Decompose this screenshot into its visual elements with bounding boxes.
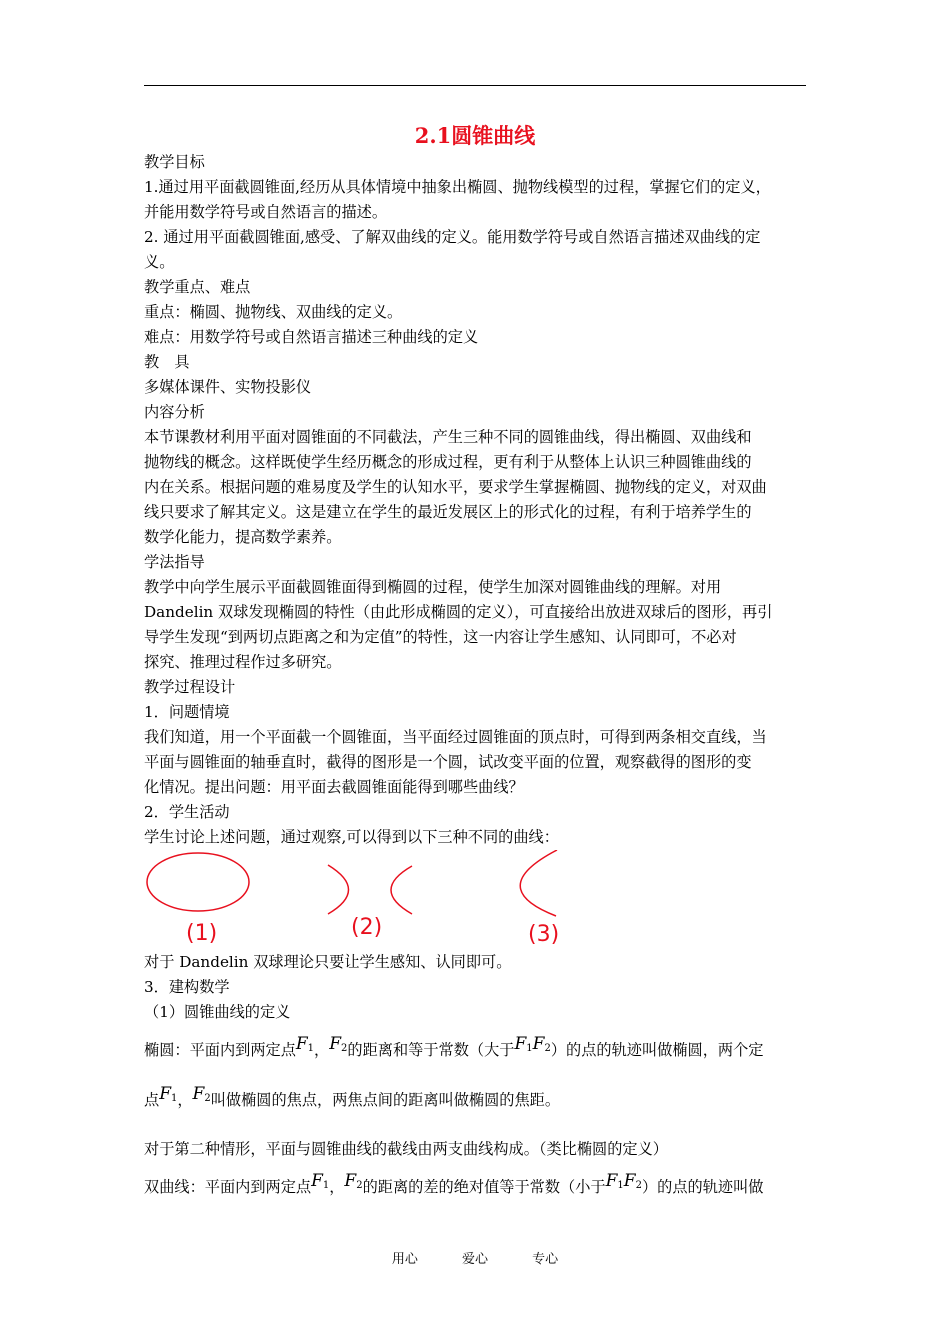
- text-line: 并能用数学符号或自然语言的描述。: [144, 203, 387, 221]
- conic-curves-figure: [144, 850, 814, 950]
- text-line: 学法指导: [144, 553, 205, 571]
- paragraph-block-1: [144, 150, 814, 850]
- text-line: 义。: [144, 253, 175, 271]
- text-line: 对于 Dandelin 双球理论只要让学生感知、认同即可。: [144, 953, 512, 971]
- text-line: 导学生发现“到两切点距离之和为定值”的特性，这一内容让学生感知、认同即可，不必对: [144, 628, 737, 646]
- curve-1-label: (1): [186, 921, 218, 946]
- text-line: 数学化能力，提高数学素养。: [144, 528, 342, 546]
- text-line: 抛物线的概念。这样既使学生经历概念的形成过程，更有利于从整体上认识三种圆锥曲线的: [144, 453, 752, 471]
- text-run: 的距离和等于常数（大于: [347, 1041, 515, 1059]
- curve-2-label: (2): [351, 915, 383, 940]
- math-f2: $F_2$: [192, 1084, 211, 1104]
- text-line: 3．建构数学: [144, 978, 230, 996]
- text-line: 教学过程设计: [144, 678, 236, 696]
- curve-2-hyperbola-right: [391, 866, 412, 914]
- page-footer: [0, 1248, 950, 1267]
- text-line: 教 具: [144, 353, 190, 371]
- text-line: 重点：椭圆、抛物线、双曲线的定义。: [144, 303, 403, 321]
- curve-1-ellipse: [147, 853, 249, 911]
- footer-word: 专心: [532, 1252, 559, 1267]
- text-run: ）的点的轨迹叫做椭圆，两个定: [550, 1041, 764, 1059]
- text-line: 2. 通过用平面截圆锥面,感受、了解双曲线的定义。能用数学符号或自然语言描述双曲线的定: [144, 228, 761, 246]
- ellipse-definition-line-2: [144, 1075, 814, 1125]
- text-line: 平面与圆锥面的轴垂直时，截得的图形是一个圆，试改变平面的位置，观察截得的图形的变: [144, 753, 752, 771]
- text-line: 教学中向学生展示平面截圆锥面得到椭圆的过程，使学生加深对圆锥曲线的理解。对用: [144, 578, 722, 596]
- second-case-line: 对于第二种情形，平面与圆锥曲线的截线由两支曲线构成。（类比椭圆的定义）: [144, 1140, 668, 1158]
- text-line: 化情况。提出问题：用平面去截圆锥面能得到哪些曲线？: [144, 778, 524, 796]
- text-line: 1.通过用平面截圆锥面,经历从具体情境中抽象出椭圆、抛物线模型的过程，掌握它们的定义，: [144, 178, 771, 196]
- text-line: 难点：用数学符号或自然语言描述三种曲线的定义: [144, 328, 479, 346]
- math-f2: $F_2$: [329, 1034, 348, 1054]
- paragraph-block-2: [144, 950, 814, 1025]
- text-line: 探究、推理过程作过多研究。: [144, 653, 342, 671]
- text-run: 叫做椭圆的焦点，两焦点间的距离叫做椭圆的焦距。: [210, 1091, 561, 1109]
- text-line: 本节课教材利用平面对圆锥面的不同截法，产生三种不同的圆锥曲线，得出椭圆、双曲线和: [144, 428, 752, 446]
- curve-2-hyperbola-left: [328, 865, 349, 914]
- math-f1: $F_1$: [295, 1034, 315, 1054]
- text-line: 教学重点、难点: [144, 278, 251, 296]
- text-run: 的距离的差的绝对值等于常数（小于: [362, 1178, 606, 1196]
- hyperbola-definition-line: [144, 1162, 814, 1212]
- text-line: 学生讨论上述问题，通过观察,可以得到以下三种不同的曲线：: [144, 828, 559, 846]
- text-line: 线只要求了解其定义。这是建立在学生的最近发展区上的形式化的过程，有利于培养学生的: [144, 503, 752, 521]
- math-f2: $F_2$: [344, 1171, 363, 1191]
- text-line: 2．学生活动: [144, 803, 230, 821]
- page-title: 2.1圆锥曲线: [414, 123, 536, 148]
- curves-svg: [144, 850, 814, 950]
- text-line: 1．问题情境: [144, 703, 230, 721]
- text-line: 内在关系。根据问题的难易度及学生的认知水平，要求学生掌握椭圆、抛物线的定义，对双曲: [144, 478, 767, 496]
- curve-3-parabola: [520, 850, 557, 916]
- math-f1f2: $F_1F_2$: [514, 1034, 551, 1054]
- math-f1: $F_1$: [311, 1171, 330, 1191]
- text-run: ）的点的轨迹叫做: [641, 1178, 764, 1196]
- math-f1f2: $F_1F_2$: [605, 1171, 642, 1191]
- text-line: 我们知道，用一个平面截一个圆锥面，当平面经过圆锥面的顶点时，可得到两条相交直线，当: [144, 728, 767, 746]
- document-body: [144, 150, 814, 1212]
- text-line: 内容分析: [144, 403, 205, 421]
- text-line: （1）圆锥曲线的定义: [144, 1003, 291, 1021]
- text-run: ，: [314, 1041, 330, 1059]
- text-run: 椭圆：平面内到两定点: [144, 1041, 296, 1059]
- text-line: 多媒体课件、实物投影仪: [144, 378, 312, 396]
- footer-word: 用心: [391, 1252, 418, 1267]
- footer-word: 爱心: [461, 1252, 488, 1267]
- curve-3-label: (3): [528, 922, 560, 947]
- text-run: 双曲线：平面内到两定点: [144, 1178, 312, 1196]
- text-run: 点: [144, 1091, 160, 1109]
- text-run: ，: [329, 1178, 345, 1196]
- text-line: Dandelin 双球发现椭圆的特性（由此形成椭圆的定义），可直接给出放进双球后的图形，再引: [144, 603, 773, 621]
- text-line: 教学目标: [144, 153, 205, 171]
- ellipse-definition-line-1: [144, 1025, 814, 1075]
- header-rule: [144, 85, 806, 86]
- text-run: ，: [177, 1091, 193, 1109]
- math-f1: $F_1$: [159, 1084, 178, 1104]
